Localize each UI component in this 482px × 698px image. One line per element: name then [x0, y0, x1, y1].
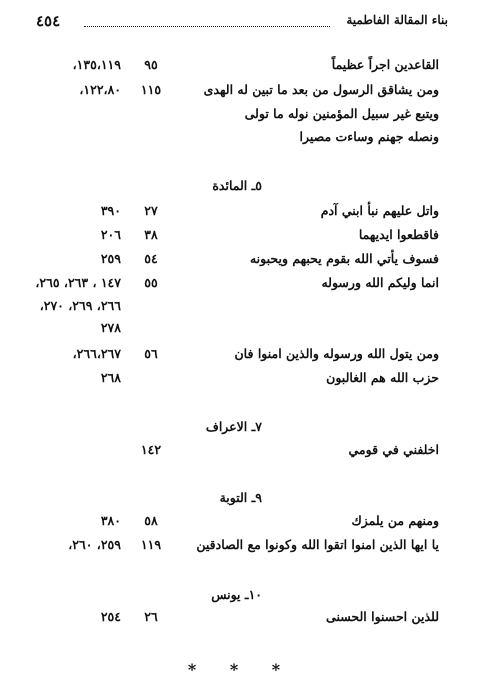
page-references: ٣٨٠	[100, 513, 121, 528]
index-row	[0, 227, 482, 247]
verse-text: ومنهم من يلمزك	[351, 513, 439, 528]
verse-text: ونصله جهنم وساءت مصيرا	[299, 129, 439, 144]
index-row	[0, 203, 482, 223]
page-references: ١٤٧ ، ٢٦٣، ٢٦٥،	[35, 275, 121, 290]
index-row	[0, 106, 482, 126]
page-references: ٢٧٨	[100, 320, 121, 335]
verse-number: ١١٥	[140, 82, 162, 97]
index-row	[0, 251, 482, 271]
verse-number: ١٤٢	[140, 442, 162, 457]
verse-number: ٥٤	[144, 251, 158, 266]
verse-text: واتل عليهم نبأ ابني آدم	[320, 203, 439, 218]
verse-number: ٥٨	[144, 513, 158, 528]
verse-text: انما وليكم الله ورسوله	[321, 275, 439, 290]
running-header	[36, 12, 448, 34]
index-row	[0, 57, 482, 77]
verse-text: القاعدين اجراً عظيماً	[331, 57, 439, 72]
verse-number: ٢٧	[144, 203, 158, 218]
index-row	[0, 370, 482, 390]
page-references: ٢٥٤	[100, 609, 121, 624]
verse-text: يا ايها الذين امنوا اتقوا الله وكونوا مع الصادقين	[196, 537, 439, 552]
verse-text: فسوف يأتي الله بقوم يحبهم ويحبونه	[249, 251, 439, 266]
sura-heading: ٧ـ الاعراف	[205, 419, 262, 434]
index-row	[0, 346, 482, 366]
verse-text: حزب الله هم الغالبون	[326, 370, 439, 385]
verse-number: ٥٦	[144, 346, 158, 361]
index-row	[0, 442, 482, 462]
verse-text: للذين احسنوا الحسنى	[326, 609, 439, 624]
verse-number: ٩٥	[144, 57, 158, 72]
verse-number: ٣٨	[144, 227, 158, 242]
index-row	[0, 537, 482, 557]
page-references: ٢٦٦، ٢٦٩، ٢٧٠،	[39, 298, 121, 313]
sura-heading: ٩ـ التوبة	[219, 490, 262, 505]
verse-text: ومن يشاقق الرسول من بعد ما تبين له الهدى	[203, 82, 439, 97]
index-row	[0, 82, 482, 102]
sura-heading: ٥ـ المائدة	[212, 178, 262, 193]
verse-text: اخلفني في قومي	[348, 442, 439, 457]
verse-text: فاقطعوا ايديهما	[358, 227, 439, 242]
sura-heading: ١٠ـ يونس	[211, 587, 262, 602]
page-references: ٢٦٦،٢٦٧،	[72, 346, 121, 361]
page-number: ٤٥٤	[36, 12, 61, 30]
running-title: بناء المقالة الفاطمية	[346, 13, 448, 27]
index-row	[0, 129, 482, 149]
page-references: ١٢٢،٨٠،	[79, 82, 121, 97]
index-row	[0, 513, 482, 533]
section-end-ornament: * * *	[187, 660, 295, 679]
page-references: ٣٩٠	[100, 203, 121, 218]
verse-number: ١١٩	[140, 537, 162, 552]
page-references: ٢٠٦	[100, 227, 121, 242]
verse-text: ويتبع غير سبيل المؤمنين نوله ما تولى	[244, 106, 439, 121]
index-row	[0, 298, 482, 318]
page-references: ٢٥٩، ٢٦٠،	[68, 537, 121, 552]
page-references: ١٣٥،١١٩،	[72, 57, 121, 72]
index-row	[0, 609, 482, 629]
verse-text: ومن يتول الله ورسوله والذين امنوا فان	[234, 346, 439, 361]
header-dotted-leader	[84, 26, 330, 27]
index-row	[0, 320, 482, 340]
verse-number: ٥٥	[144, 275, 158, 290]
verse-number: ٢٦	[144, 609, 158, 624]
page-references: ٢٦٨	[100, 370, 121, 385]
index-row	[0, 275, 482, 295]
page-references: ٢٥٩	[100, 251, 121, 266]
